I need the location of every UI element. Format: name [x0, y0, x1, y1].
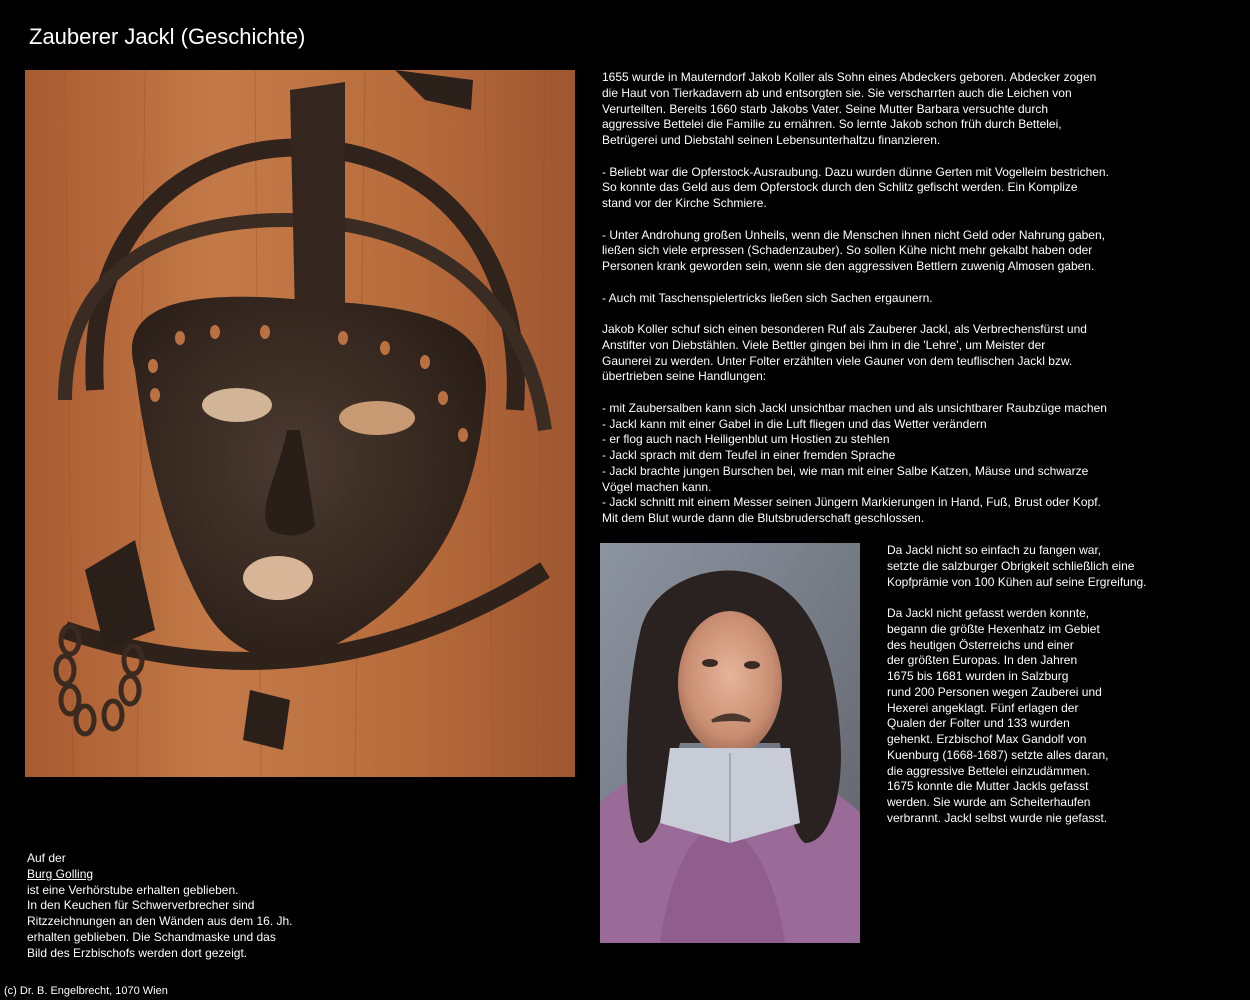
main-text-line: Mit dem Blut wurde dann die Blutsbruderschaft geschlossen. [602, 511, 925, 525]
main-text-paragraph [602, 291, 1222, 307]
side-text-line: 1675 bis 1681 wurden in Salzburg [887, 669, 1069, 683]
caption-line: Ritzzeichnungen an den Wänden aus dem 16. Jh. [27, 914, 293, 928]
side-text-line: begann die größte Hexenhatz im Gebiet [887, 621, 1100, 636]
main-text-line: - Beliebt war die Opferstock-Ausraubung. Dazu wurden dünne Gerten mit Vogelleim bestrichen. [602, 164, 1109, 179]
main-text-paragraph [602, 70, 1222, 149]
main-text-line: - mit Zaubersalben kann sich Jackl unsichtbar machen und als unsichtbarer Raubzüge machen [602, 400, 1107, 415]
main-text-paragraph [602, 228, 1222, 275]
caption-intro: Auf der [27, 851, 66, 865]
caption-line: ist eine Verhörstube erhalten geblieben. [27, 882, 239, 897]
side-text-line: rund 200 Personen wegen Zauberei und [887, 684, 1102, 699]
main-text [602, 70, 1222, 527]
burg-golling-link[interactable]: Burg Golling [27, 866, 94, 881]
side-text-line: der größten Europas. In den Jahren [887, 653, 1078, 668]
caption-line: erhalten geblieben. Die Schandmaske und das [27, 929, 276, 944]
side-text-line: werden. Sie wurde am Scheiterhaufen [887, 795, 1091, 809]
main-text-line: Anstifter von Diebstählen. Viele Bettler gingen bei ihm in die 'Lehre', um Meister der [602, 337, 1046, 352]
main-text-line: - Jackl kann mit einer Gabel in die Luft fliegen und das Wetter verändern [602, 416, 987, 431]
side-text [887, 543, 1227, 827]
main-text-line: Jakob Koller schuf sich einen besonderen Ruf als Zauberer Jackl, als Verbrechensfürst und [602, 322, 1087, 336]
main-text-line: 1655 wurde in Mauterndorf Jakob Koller als Sohn eines Abdeckers geboren. Abdecker zogen [602, 70, 1097, 84]
caption-line: Bild des Erzbischofs werden dort gezeigt. [27, 945, 248, 960]
main-text-line: Vögel machen kann. [602, 479, 712, 494]
side-text-line: Da Jackl nicht so einfach zu fangen war, [887, 543, 1102, 557]
main-text-line: - Jackl sprach mit dem Teufel in einer fremden Sprache [602, 448, 896, 462]
side-text-line: Qualen der Folter und 133 wurden [887, 716, 1070, 731]
main-text-line: - Jackl schnitt mit einem Messer seinen Jüngern Markierungen in Hand, Fuß, Brust oder Kopf. [602, 495, 1101, 510]
side-text-line: 1675 konnte die Mutter Jackls gefasst [887, 779, 1089, 794]
main-text-line: - Unter Androhung großen Unheils, wenn die Menschen ihnen nicht Geld oder Nahrung gaben, [602, 227, 1105, 242]
mask-photo [25, 70, 575, 777]
side-text-line: gehenkt. Erzbischof Max Gandolf von [887, 732, 1087, 746]
mask-photo-image [25, 70, 575, 777]
main-text-paragraph [602, 401, 1222, 527]
side-text-line: des heutigen Österreichs und einer [887, 637, 1074, 652]
main-text-line: übertrieben seine Handlungen: [602, 369, 767, 384]
caption [27, 851, 327, 961]
main-text-paragraph [602, 322, 1222, 385]
main-text-line: - Auch mit Taschenspielertricks ließen sich Sachen ergaunern. [602, 290, 933, 305]
main-text-line: Gaunerei zu werden. Unter Folter erzählten viele Gauner von dem teuflischen Jackl bzw. [602, 353, 1073, 368]
main-text-line: Personen krank geworden sein, wenn sie den aggressiven Bettlern zuwenig Almosen gaben. [602, 259, 1095, 273]
portrait-photo [600, 543, 860, 943]
side-text-line: verbrannt. Jackl selbst wurde nie gefasst. [887, 810, 1108, 825]
side-text-paragraph [887, 606, 1227, 827]
side-text-line: Kopfprämie von 100 Kühen auf seine Ergreifung. [887, 574, 1147, 589]
main-text-line: aggressive Bettelei die Familie zu ernähren. So lernte Jakob schon früh durch Bettelei, [602, 117, 1062, 132]
main-text-line: ließen sich viele erpressen (Schadenzauber). So sollen Kühe nicht mehr gekalbt haben oder [602, 243, 1093, 258]
main-text-line: So konnte das Geld aus dem Opferstock durch den Schlitz gefischt werden. Ein Komplize [602, 180, 1078, 195]
main-text-line: - Jackl brachte jungen Burschen bei, wie man mit einer Salbe Katzen, Mäuse und schwarze [602, 463, 1089, 478]
main-text-line: - er flog auch nach Heiligenblut um Hostien zu stehlen [602, 432, 890, 447]
side-text-line: setzte die salzburger Obrigkeit schließlich eine [887, 558, 1135, 573]
main-text-line: Verurteilten. Bereits 1660 starb Jakobs Vater. Seine Mutter Barbara versuchte durch [602, 101, 1049, 116]
main-text-line: stand vor der Kirche Schmiere. [602, 196, 767, 210]
page-title: Zauberer Jackl (Geschichte) [29, 24, 306, 49]
side-text-line: Da Jackl nicht gefasst werden konnte, [887, 606, 1090, 620]
main-text-line: die Haut von Tierkadavern ab und entsorgten sie. Sie verscharrten auch die Leichen von [602, 85, 1072, 100]
side-text-line: Hexerei angeklagt. Fünf erlagen der [887, 700, 1079, 715]
side-text-paragraph [887, 543, 1227, 590]
copyright-footer: (c) Dr. B. Engelbrecht, 1070 Wien [4, 985, 168, 997]
main-text-paragraph [602, 165, 1222, 212]
main-text-line: Betrügerei und Diebstahl seinen Lebensunterhaltzu finanzieren. [602, 133, 941, 147]
side-text-line: die aggressive Bettelei einzudämmen. [887, 763, 1090, 778]
portrait-photo-image [600, 543, 860, 943]
side-text-line: Kuenburg (1668-1687) setzte alles daran, [887, 747, 1109, 762]
caption-line: In den Keuchen für Schwerverbrecher sind [27, 898, 255, 913]
